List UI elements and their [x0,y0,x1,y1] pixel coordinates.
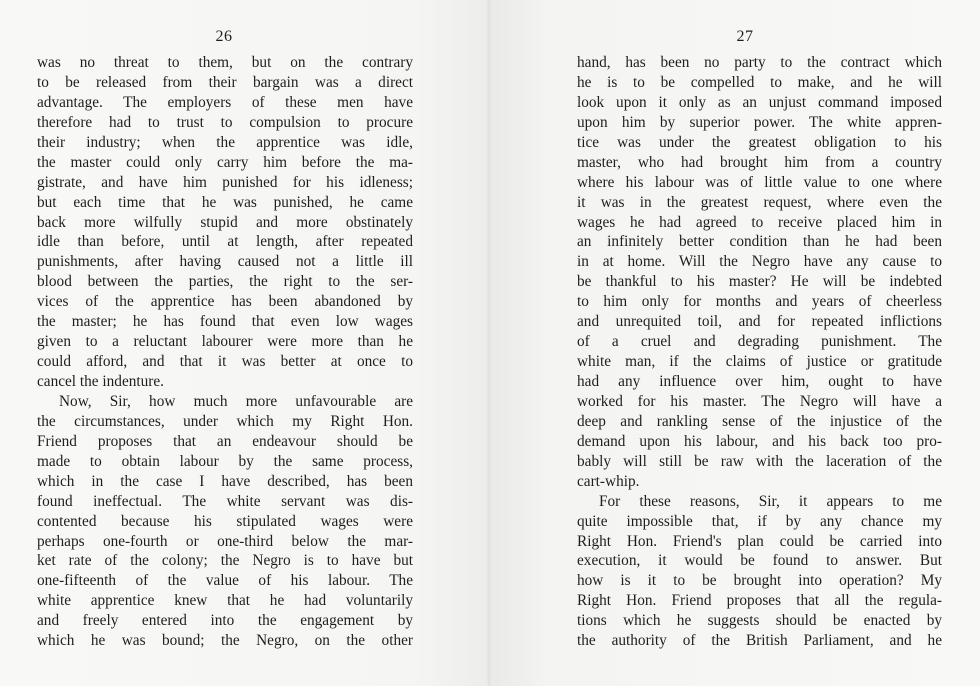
text-line: Now, Sir, how much more unfavourable are [59,392,413,410]
text-line: deep and rankling sense of the injustice of the [577,412,942,430]
text-line: white apprentice knew that he had voluntarily [37,592,413,610]
text-line: Right Hon. Friend's plan could be carried into [577,532,942,550]
text-line: in at home. Will the Negro have any cause to [577,253,942,271]
text-line: Friend proposes that an endeavour should be [37,432,413,450]
text-line: be thankful to his master? He will be indebted [577,273,942,291]
text-line: how is it to be brought into operation? My [577,572,942,590]
text-line: quite impossible that, if by any chance my [577,512,942,530]
text-line: Right Hon. Friend proposes that all the regula- [577,592,942,610]
text-line: it was in the greatest request, where even the [577,193,942,211]
text-line: punishments, after having caused not a little ill [37,253,413,271]
text-line: gistrate, and have him punished for his idleness; [37,173,413,191]
text-line: to be released from their bargain was a direct [37,73,413,91]
text-line: was no threat to them, but on the contrary [37,54,413,71]
right-page-text [577,53,942,651]
text-line: to him only for months and years of cheerless [577,293,942,311]
text-line: the authority of the British Parliament, and he [577,632,942,650]
text-line: tions which he suggests should be enacted by [577,612,942,630]
text-line: of a cruel and degrading punishment. The [577,333,942,351]
text-line: which he was bound; the Negro, on the other [37,632,413,650]
text-line: idle than before, until at length, after repeated [37,233,413,251]
text-line: hand, has been no party to the contract which [577,54,942,71]
text-line: had any influence over him, ought to have [577,373,942,390]
text-line: therefore had to trust to compulsion to procure [37,113,413,131]
text-line: one-fifteenth of the value of his labour. The [37,572,413,590]
text-line: and unrequited toil, and for repeated inflictions [577,313,942,331]
text-line: execution, it would be found to answer. But [577,552,942,570]
text-line: bably will still be raw with the laceration of the [577,452,942,470]
text-line: but each time that he was punished, he came [37,193,413,211]
text-line: contented because his stipulated wages were [37,512,413,530]
text-line: vices of the apprentice has been abandoned by [37,293,413,311]
text-line: blood between the parties, the right to the ser- [37,273,413,291]
page-number-right: 27 [736,28,754,45]
text-line: the circumstances, under which my Right Hon. [37,412,413,430]
text-line: cart-whip. [577,472,640,490]
text-line: perhaps one-fourth or one-third below the mar- [37,532,413,550]
text-line: and freely entered into the engagement by [37,612,413,630]
text-line: ket rate of the colony; the Negro is to have but [37,552,413,570]
text-line: he is to be compelled to make, and he will [577,73,942,91]
text-line: back more wilfully stupid and more obstinately [37,213,413,231]
right-page [490,0,980,686]
text-line: worked for his master. The Negro will have a [577,392,942,410]
text-line: given to a reluctant labourer were more than he [37,333,413,351]
text-line: which in the case I have described, has been [37,472,413,490]
text-line: wages he had agreed to receive placed him in [577,213,942,231]
text-line: could afford, and that it was better at once to [37,353,413,371]
text-line: upon him by superior power. The white appren- [577,113,942,131]
text-line: tice was under the greatest obligation to his [577,133,942,151]
text-line: made to obtain labour by the same process, [37,452,413,470]
text-line: where his labour was of little value to one where [577,173,942,191]
text-line: For these reasons, Sir, it appears to me [599,492,942,510]
text-line: demand upon his labour, and his back too pro- [577,432,942,450]
text-line: an infinitely better condition than he had been [577,233,942,251]
text-line: cancel the indenture. [37,373,164,390]
text-line: found ineffectual. The white servant was dis- [37,492,413,510]
text-line: the master; he has found that even low wages [37,313,413,331]
text-line: white man, if the claims of justice or gratitude [577,353,942,371]
text-line: advantage. The employers of these men have [37,93,413,111]
text-line: their industry; when the apprentice was idle, [37,133,413,151]
text-line: look upon it only as an unjust command imposed [577,93,942,111]
text-line: master, who had brought him from a country [577,153,942,171]
text-line: the master could only carry him before the ma- [37,153,413,171]
page-number-left: 26 [215,28,233,45]
left-page-text [37,53,413,651]
